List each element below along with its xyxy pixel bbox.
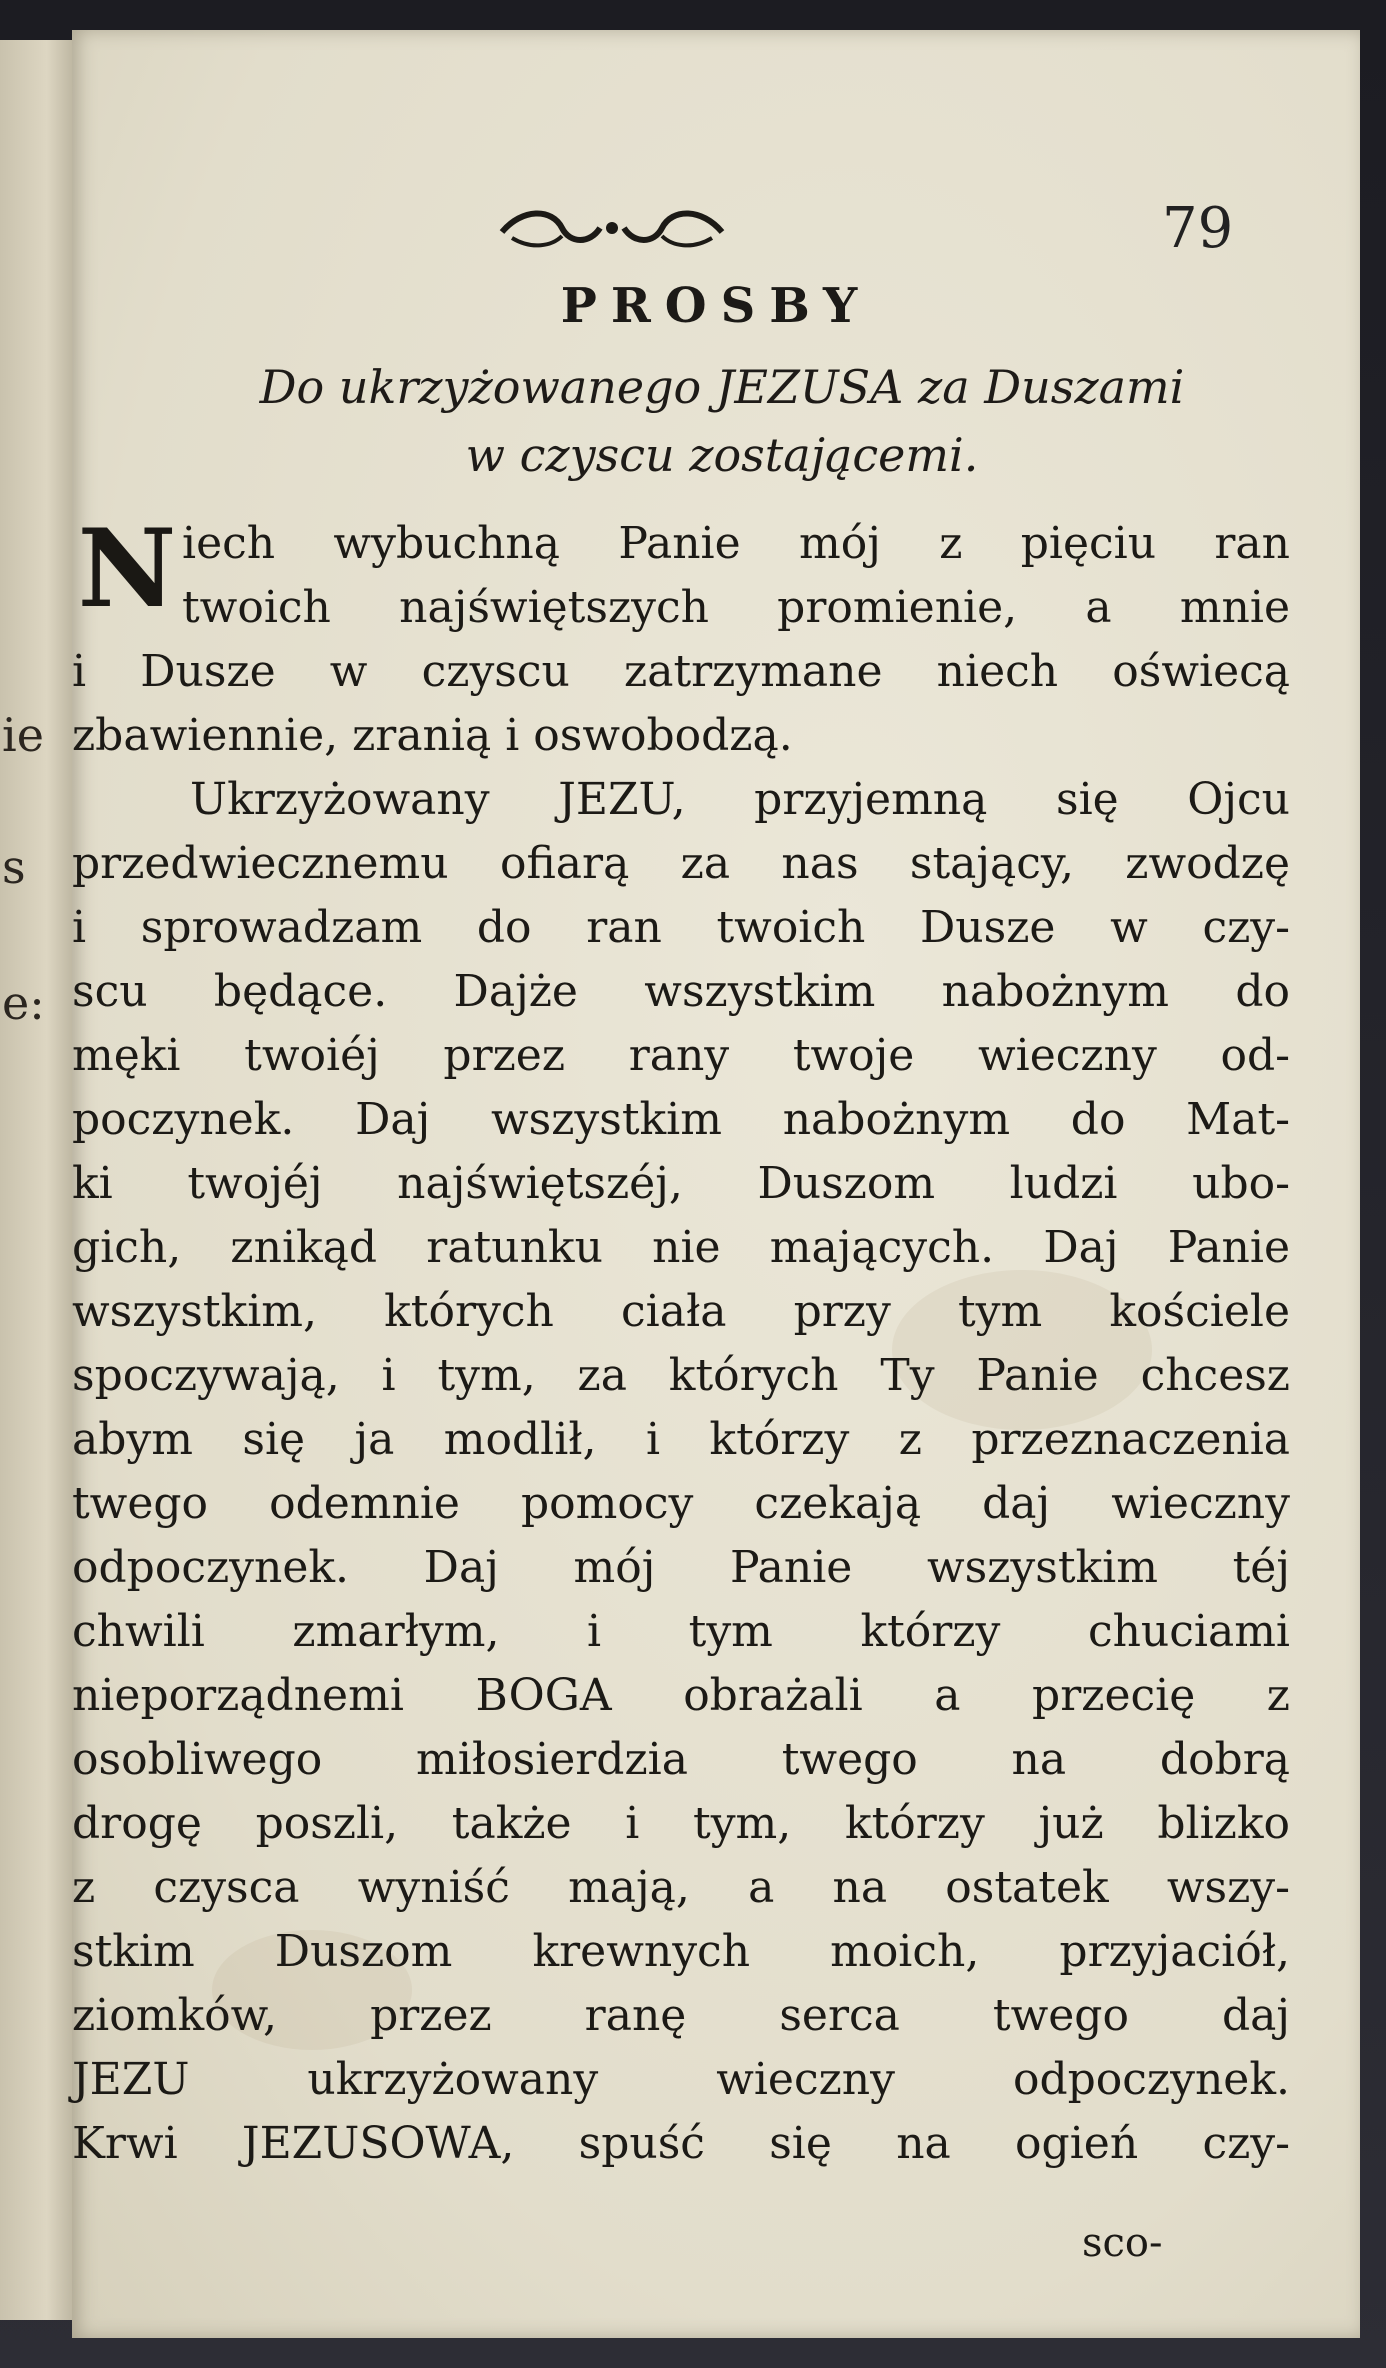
left-margin-fragment: s: [2, 840, 26, 894]
section-subtitle-line: Do ukrzyżowanego JEZUSA za Duszami: [259, 360, 1185, 414]
page-number: 79: [1162, 196, 1234, 261]
text-line: przedwiecznemu ofiarą za nas stający, zwodzę: [72, 838, 1290, 889]
drop-cap: N: [77, 506, 177, 632]
text-line: iech wybuchną Panie mój z pięciu ran: [182, 518, 1290, 569]
text-line: abym się ja modlił, i którzy z przeznaczenia: [72, 1414, 1290, 1465]
decorative-ornament-icon: [492, 198, 732, 258]
catchword: sco-: [1082, 2220, 1163, 2266]
text-line: ziomków, przez ranę serca twego daj: [72, 1990, 1290, 2041]
text-line: stkim Duszom krewnych moich, przyjaciół,: [72, 1926, 1290, 1977]
text-line: Krwi JEZUSOWA, spuść się na ogień czy-: [72, 2118, 1290, 2169]
text-line: z czysca wyniść mają, a na ostatek wszy-: [72, 1862, 1290, 1913]
text-line: osobliwego miłosierdzia twego na dobrą: [72, 1734, 1290, 1785]
text-line: ki twojéj najświętszéj, Duszom ludzi ubo-: [72, 1158, 1290, 1209]
text-line: chwili zmarłym, i tym którzy chuciami: [72, 1606, 1290, 1657]
text-line: odpoczynek. Daj mój Panie wszystkim téj: [72, 1542, 1290, 1593]
left-margin-fragment: ie: [2, 708, 44, 762]
text-line: twego odemnie pomocy czekają daj wieczny: [72, 1478, 1290, 1529]
text-line: spoczywają, i tym, za których Ty Panie chcesz: [72, 1350, 1290, 1401]
text-line: scu będące. Dajże wszystkim nabożnym do: [72, 966, 1290, 1017]
text-line: Ukrzyżowany JEZU, przyjemną się Ojcu: [190, 774, 1290, 825]
text-line: i sprowadzam do ran twoich Dusze w czy-: [72, 902, 1290, 953]
book-page: [72, 30, 1360, 2338]
left-margin-fragment: e:: [2, 976, 45, 1030]
text-line: drogę poszli, także i tym, którzy już blizko: [72, 1798, 1290, 1849]
section-title: PROSBY: [560, 278, 872, 334]
text-line: męki twoiéj przez rany twoje wieczny od-: [72, 1030, 1290, 1081]
text-line: JEZU ukrzyżowany wieczny odpoczynek.: [72, 2054, 1290, 2105]
text-line: nieporządnemi BOGA obrażali a przecię z: [72, 1670, 1290, 1721]
text-line: zbawiennie, zranią i oswobodzą.: [72, 710, 793, 761]
text-line: gich, znikąd ratunku nie mających. Daj Panie: [72, 1222, 1290, 1273]
text-line: twoich najświętszych promienie, a mnie: [182, 582, 1290, 633]
section-subtitle-line: w czyscu zostającemi.: [465, 428, 979, 482]
left-facing-page-edge: [0, 40, 80, 2320]
text-line: i Dusze w czyscu zatrzymane niech oświecą: [72, 646, 1290, 697]
text-line: poczynek. Daj wszystkim nabożnym do Mat-: [72, 1094, 1290, 1145]
text-line: wszystkim, których ciała przy tym kościele: [72, 1286, 1290, 1337]
page-header: [72, 180, 1360, 260]
